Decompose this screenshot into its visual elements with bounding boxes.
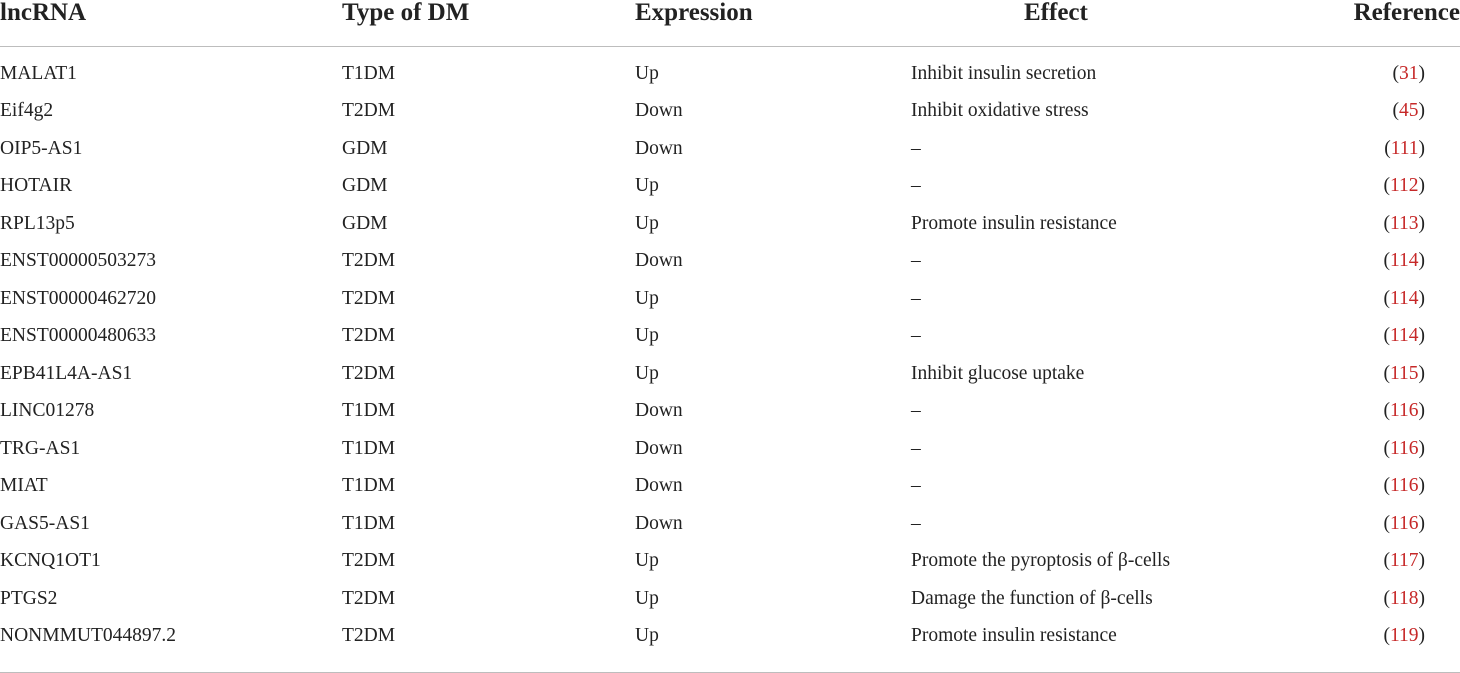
cell-expression: Up <box>635 550 659 572</box>
reference-paren-close: ) <box>1418 137 1425 159</box>
reference-paren-close: ) <box>1418 587 1425 609</box>
cell-expression: Down <box>635 400 683 422</box>
cell-lncrna: HOTAIR <box>0 175 73 197</box>
reference-link[interactable]: 119 <box>1389 625 1419 647</box>
cell-reference <box>1291 355 1460 393</box>
cell-expression: Up <box>635 175 659 197</box>
cell-effect: – <box>911 325 921 347</box>
reference-paren-close: ) <box>1418 287 1425 309</box>
table-row <box>0 47 1460 93</box>
table-row <box>0 280 1460 318</box>
cell-lncrna: GAS5-AS1 <box>0 512 90 534</box>
reference-paren-open: ( <box>1383 437 1390 459</box>
reference-paren-open: ( <box>1383 175 1390 197</box>
reference-paren-close: ) <box>1418 550 1425 572</box>
cell-lncrna: ENST00000480633 <box>0 325 156 347</box>
cell-effect: – <box>911 400 921 422</box>
cell-lncrna: NONMMUT044897.2 <box>0 625 177 647</box>
table-row <box>0 468 1460 506</box>
cell-lncrna: KCNQ1OT1 <box>0 550 101 572</box>
reference-paren-close: ) <box>1418 475 1425 497</box>
reference-link[interactable]: 114 <box>1389 287 1419 309</box>
cell-expression: Up <box>635 325 659 347</box>
reference-link[interactable]: 118 <box>1389 587 1419 609</box>
reference-link[interactable]: 116 <box>1389 437 1419 459</box>
reference-paren-open: ( <box>1384 137 1391 159</box>
cell-type-of-dm: T2DM <box>342 287 396 309</box>
cell-effect: Promote insulin resistance <box>911 625 1117 647</box>
table-row <box>0 130 1460 168</box>
table-row <box>0 543 1460 581</box>
cell-expression: Down <box>635 100 683 122</box>
cell-expression: Up <box>635 362 659 384</box>
cell-type-of-dm: T2DM <box>342 325 396 347</box>
reference-paren-close: ) <box>1418 362 1425 384</box>
reference-paren-open: ( <box>1383 625 1390 647</box>
cell-type-of-dm: T2DM <box>342 362 396 384</box>
table-row <box>0 205 1460 243</box>
cell-reference <box>1291 47 1460 93</box>
header-expression: Expression <box>635 0 911 47</box>
table-row <box>0 393 1460 431</box>
cell-lncrna: Eif4g2 <box>0 100 54 122</box>
table-row <box>0 168 1460 206</box>
reference-paren-close: ) <box>1418 250 1425 272</box>
header-type-of-dm: Type of DM <box>342 0 635 47</box>
cell-type-of-dm: T1DM <box>342 400 396 422</box>
reference-link[interactable]: 115 <box>1389 362 1419 384</box>
cell-reference <box>1291 618 1460 656</box>
cell-type-of-dm: T2DM <box>342 587 396 609</box>
cell-effect: – <box>911 175 921 197</box>
reference-paren-close: ) <box>1418 175 1425 197</box>
reference-paren-open: ( <box>1392 100 1399 122</box>
table-row <box>0 318 1460 356</box>
cell-expression: Up <box>635 587 659 609</box>
cell-effect: Inhibit oxidative stress <box>911 100 1089 122</box>
cell-type-of-dm: T2DM <box>342 625 396 647</box>
cell-lncrna: LINC01278 <box>0 400 95 422</box>
cell-reference <box>1291 280 1460 318</box>
reference-paren-open: ( <box>1383 287 1390 309</box>
cell-lncrna: MALAT1 <box>0 62 77 84</box>
cell-lncrna: OIP5-AS1 <box>0 137 83 159</box>
cell-type-of-dm: T2DM <box>342 100 396 122</box>
cell-effect: – <box>911 287 921 309</box>
cell-reference <box>1291 205 1460 243</box>
reference-paren-close: ) <box>1418 62 1425 84</box>
cell-reference <box>1291 393 1460 431</box>
reference-paren-open: ( <box>1383 362 1390 384</box>
cell-reference <box>1291 130 1460 168</box>
cell-reference <box>1291 243 1460 281</box>
cell-expression: Up <box>635 62 659 84</box>
cell-type-of-dm: T1DM <box>342 512 396 534</box>
cell-expression: Down <box>635 512 683 534</box>
table-row <box>0 93 1460 131</box>
reference-paren-close: ) <box>1418 437 1425 459</box>
reference-paren-open: ( <box>1383 512 1390 534</box>
cell-effect: – <box>911 437 921 459</box>
reference-paren-open: ( <box>1383 475 1390 497</box>
cell-lncrna: EPB41L4A-AS1 <box>0 362 133 384</box>
table-row <box>0 505 1460 543</box>
reference-link[interactable]: 31 <box>1399 62 1419 84</box>
reference-paren-close: ) <box>1418 400 1425 422</box>
reference-paren-open: ( <box>1383 250 1390 272</box>
cell-reference <box>1291 543 1460 581</box>
cell-effect: Damage the function of β-cells <box>911 587 1153 609</box>
cell-effect: Inhibit insulin secretion <box>911 62 1097 84</box>
cell-expression: Up <box>635 212 659 234</box>
reference-paren-open: ( <box>1383 550 1390 572</box>
cell-lncrna: ENST00000462720 <box>0 287 156 309</box>
cell-expression: Up <box>635 625 659 647</box>
cell-type-of-dm: T1DM <box>342 475 396 497</box>
header-lncrna: lncRNA <box>0 0 342 47</box>
table-header <box>0 0 1460 47</box>
table-row <box>0 243 1460 281</box>
reference-paren-open: ( <box>1383 587 1390 609</box>
cell-expression: Down <box>635 475 683 497</box>
reference-link[interactable]: 113 <box>1389 212 1419 234</box>
cell-lncrna: RPL13p5 <box>0 212 75 234</box>
cell-expression: Down <box>635 137 683 159</box>
cell-lncrna: MIAT <box>0 475 48 497</box>
header-row <box>0 0 1460 47</box>
cell-effect: – <box>911 512 921 534</box>
reference-paren-open: ( <box>1392 62 1399 84</box>
reference-link[interactable]: 114 <box>1389 325 1419 347</box>
reference-paren-close: ) <box>1418 212 1425 234</box>
table-row <box>0 580 1460 618</box>
reference-paren-open: ( <box>1383 400 1390 422</box>
cell-reference <box>1291 468 1460 506</box>
reference-link[interactable]: 114 <box>1389 250 1419 272</box>
reference-paren-close: ) <box>1418 512 1425 534</box>
cell-effect: – <box>911 250 921 272</box>
reference-paren-close: ) <box>1418 100 1425 122</box>
reference-link[interactable]: 117 <box>1389 550 1419 572</box>
reference-paren-close: ) <box>1418 325 1425 347</box>
cell-reference <box>1291 430 1460 468</box>
cell-effect: – <box>911 475 921 497</box>
cell-expression: Down <box>635 437 683 459</box>
cell-reference <box>1291 318 1460 356</box>
reference-link[interactable]: 116 <box>1389 475 1419 497</box>
cell-type-of-dm: T2DM <box>342 550 396 572</box>
cell-type-of-dm: GDM <box>342 175 388 197</box>
reference-link[interactable]: 111 <box>1390 137 1419 159</box>
header-effect: Effect <box>911 0 1291 47</box>
cell-effect: Promote insulin resistance <box>911 212 1117 234</box>
cell-reference <box>1291 93 1460 131</box>
reference-link[interactable]: 116 <box>1389 400 1419 422</box>
cell-reference <box>1291 505 1460 543</box>
reference-link[interactable]: 112 <box>1389 175 1419 197</box>
cell-reference <box>1291 168 1460 206</box>
cell-lncrna: TRG-AS1 <box>0 437 81 459</box>
cell-lncrna: ENST00000503273 <box>0 250 156 272</box>
table-row <box>0 430 1460 468</box>
cell-type-of-dm: GDM <box>342 137 388 159</box>
reference-link[interactable]: 116 <box>1389 512 1419 534</box>
cell-expression: Down <box>635 250 683 272</box>
cell-type-of-dm: T1DM <box>342 437 396 459</box>
table-body <box>0 47 1460 656</box>
cell-reference <box>1291 580 1460 618</box>
reference-paren-open: ( <box>1383 325 1390 347</box>
cell-effect: – <box>911 137 921 159</box>
cell-type-of-dm: T2DM <box>342 250 396 272</box>
cell-lncrna: PTGS2 <box>0 587 58 609</box>
header-reference: Reference <box>1291 0 1460 47</box>
reference-paren-open: ( <box>1383 212 1390 234</box>
cell-expression: Up <box>635 287 659 309</box>
cell-type-of-dm: T1DM <box>342 62 396 84</box>
cell-effect: Promote the pyroptosis of β-cells <box>911 550 1171 572</box>
cell-effect: Inhibit glucose uptake <box>911 362 1085 384</box>
reference-paren-close: ) <box>1418 625 1425 647</box>
cell-type-of-dm: GDM <box>342 212 388 234</box>
table-row <box>0 355 1460 393</box>
table-row <box>0 618 1460 656</box>
reference-link[interactable]: 45 <box>1399 100 1419 122</box>
